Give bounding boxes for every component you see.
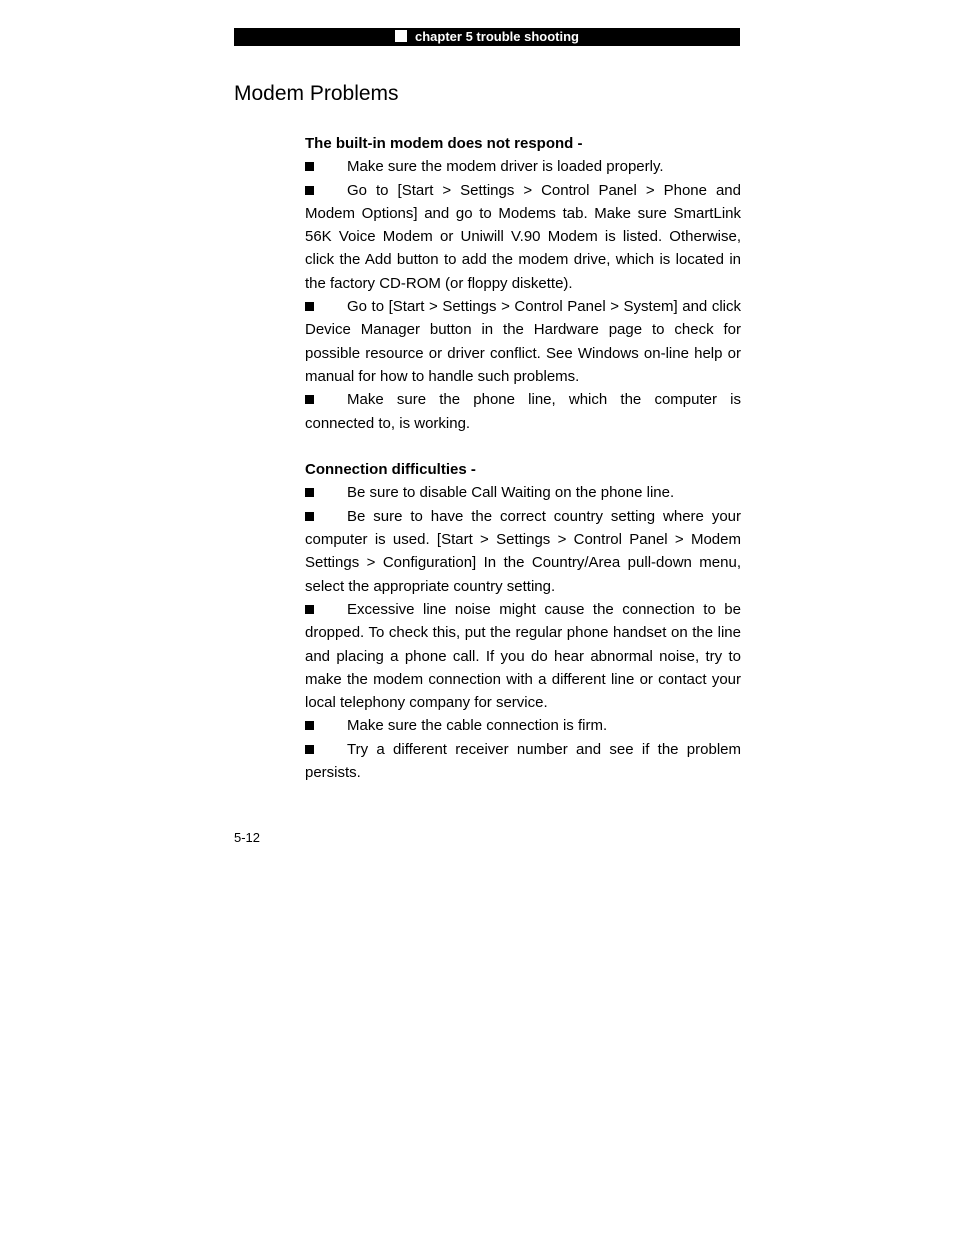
square-bullet-icon [305,505,347,528]
section-connection-difficulties [305,458,741,784]
square-bullet-icon [305,598,347,621]
list-item [305,714,741,737]
list-item [305,179,741,295]
square-bullet-icon [305,738,347,761]
list-item-text: Make sure the phone line, which the computer is connected to, is working. [305,391,741,432]
square-bullet-icon [305,481,347,504]
list-item [305,505,741,598]
square-bullet-icon [305,714,347,737]
list-item [305,481,741,504]
page-number: 5-12 [234,830,261,845]
list-item [305,388,741,435]
list-item [305,295,741,388]
section-heading: Connection difficulties - [305,461,476,479]
square-bullet-icon [305,179,347,202]
list-item [305,738,741,785]
list-item-text: Go to [Start > Settings > Control Panel > System] and click Device Manager button in the Hardware page to check for possible resource or driver conflict. See Windows on-line help or manual for how to handle such problems. [305,298,741,385]
chapter-label: chapter 5 trouble shooting [415,29,579,44]
list-item [305,598,741,714]
section-modem-not-respond [305,132,741,435]
section-heading: The built-in modem does not respond - [305,135,583,152]
square-bullet-icon [305,295,347,318]
square-bullet-icon [305,388,347,411]
list-item-text: Make sure the cable connection is firm. [347,717,608,735]
list-item-text: Make sure the modem driver is loaded properly. [347,158,664,176]
page-title: Modem Problems [234,82,399,105]
list-item-text: Excessive line noise might cause the connection to be dropped. To check this, put the regular phone handset on the line and placing a phone call. If you do hear abnormal noise, try to make the modem connection with a different line or contact your local telephony company for service. [305,600,741,712]
list-item [305,155,741,178]
chapter-header-bar [234,28,740,46]
square-bullet-icon [305,155,347,178]
square-bullet-icon [395,30,407,42]
content-body [305,132,741,784]
list-item-text: Be sure to disable Call Waiting on the phone line. [347,484,675,502]
list-item-text: Try a different receiver number and see if the problem persists. [305,740,741,782]
list-item-text: Be sure to have the correct country setting where your computer is used. [Start > Settings > Control Panel > Modem Settings > Configuration] In the Country/Area pull-down menu, select the appropriate country setting. [305,507,741,595]
list-item-text: Go to [Start > Settings > Control Panel > Phone and Modem Options] and go to Modems tab. Make sure SmartLink 56K Voice Modem or Uniwill V.90 Modem is listed. Otherwise, click the Add button to add the modem drive, which is located in the factory CD-ROM (or floppy diskette). [305,181,741,292]
